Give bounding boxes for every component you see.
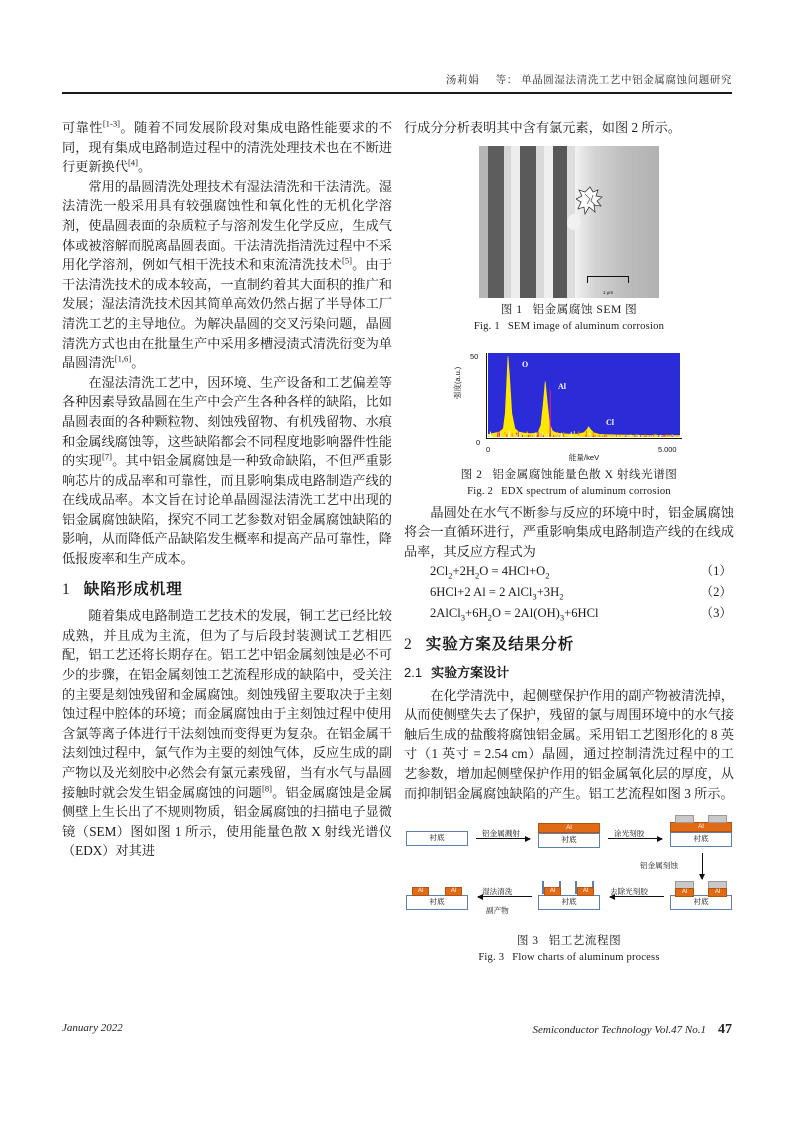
paragraph-defects: 在湿法清洗工艺中，因环境、生产设备和工艺偏差等各种因素导致晶圆在生产中会产生各种各样的缺陷，比如晶圆表面的各种颗粒物、刻蚀残留物、有机残留物、水痕和金属线腐蚀等，这些缺陷都会不同程度地影响器件性能的实现[7]。其中铝金属腐蚀是一种致命缺陷，不但严重影响芯片的成品率和可靠性，而且影响集成电路制造产线的在线成品率。本文旨在讨论单晶圆湿法清洗工艺中出现的铝金属腐蚀缺陷，探究不同工艺参数对铝金属腐蚀缺陷的影响，从而降低产品缺陷发生概率和提高产品可靠性，降低报废率和生产成本。 bbox=[62, 374, 393, 567]
equation-3-body: $2AlCl_3+6H_2O = 2Al(OH)_3+6HCl$ bbox=[430, 606, 599, 623]
flow-arrow-5-label-line2: 副产物 bbox=[486, 906, 509, 916]
flow-step-5 bbox=[538, 881, 600, 910]
figure-1-en-title: SEM image of aluminum corrosion bbox=[507, 320, 665, 332]
flow-step-3 bbox=[670, 815, 732, 847]
peak-label-al: Al bbox=[558, 381, 566, 391]
section-2-1-title: 实验方案设计 bbox=[431, 664, 510, 680]
figure-3-cn-number: 图 3 bbox=[516, 934, 539, 948]
flow-step-4-substrate: 衬底 bbox=[670, 895, 732, 910]
figure-1-caption bbox=[404, 302, 734, 335]
flow-step-2 bbox=[538, 823, 600, 848]
figure-3-en-number: Fig. 3 bbox=[478, 952, 505, 964]
peak-label-o: O bbox=[522, 359, 529, 369]
figure-2 bbox=[404, 345, 734, 500]
figure-1-cn-number: 图 1 bbox=[500, 302, 523, 316]
edx-plot-area bbox=[488, 353, 680, 437]
flow-step-6-substrate: 衬底 bbox=[406, 895, 468, 910]
equation-1-body: $2Cl_2+2H_2O = 4HCl+O_2$ bbox=[430, 564, 550, 581]
flow-arrow-4-label: 去除光刻胶 bbox=[610, 887, 648, 897]
section-1-title: 缺陷形成机理 bbox=[83, 580, 183, 598]
sem-image bbox=[479, 146, 659, 298]
equation-list bbox=[404, 561, 734, 624]
figure-1-cn-title: 铝金属腐蚀 SEM 图 bbox=[532, 302, 638, 316]
flow-arrow-3-label: 铝金属刻蚀 bbox=[640, 861, 678, 871]
flow-step-4-metal-left: Al bbox=[675, 888, 694, 897]
scale-bar-label: 1 μm bbox=[602, 289, 614, 295]
flow-step-1-substrate: 衬底 bbox=[406, 831, 468, 846]
figure-2-caption bbox=[404, 467, 734, 500]
peak-label-cl: Cl bbox=[606, 417, 614, 427]
figure-2-cn-title: 铝金属腐蚀能量色散 X 射线光谱图 bbox=[492, 467, 678, 481]
equation-row bbox=[404, 582, 734, 603]
flow-step-4 bbox=[670, 881, 732, 910]
figure-3 bbox=[404, 809, 734, 966]
y-axis-min-tick: 0 bbox=[476, 437, 481, 447]
x-axis-min-tick: 0 bbox=[486, 444, 491, 454]
running-head-title: 单晶圆湿法清洗工艺中铝金属腐蚀问题研究 bbox=[521, 75, 732, 86]
flow-step-5-metal-left: Al bbox=[544, 887, 561, 896]
left-column bbox=[62, 118, 392, 861]
y-axis-label: 强度(a.u.) bbox=[453, 366, 463, 399]
equation-2-tag: （2） bbox=[700, 585, 732, 600]
flow-arrow-2-label: 涂光刻胶 bbox=[614, 829, 645, 839]
section-1-number: 1 bbox=[62, 580, 71, 598]
running-head-etal: 等： bbox=[495, 75, 518, 86]
section-heading-2 bbox=[404, 635, 734, 655]
equation-2-body: 6HCl+2 Al = 2 $AlCl_3+3H_2$ bbox=[430, 585, 564, 602]
flow-arrow-3 bbox=[702, 853, 703, 879]
footer-journal: Semiconductor Technology Vol.47 No.1 bbox=[532, 1024, 706, 1036]
figure-2-cn-number: 图 2 bbox=[460, 467, 483, 481]
flow-step-1 bbox=[406, 831, 468, 846]
equation-row bbox=[404, 561, 734, 582]
flow-step-2-substrate: 衬底 bbox=[538, 833, 600, 848]
corrosion-deposit bbox=[576, 186, 604, 216]
flow-step-6 bbox=[406, 881, 468, 910]
section-2-number: 2 bbox=[404, 636, 413, 654]
equation-3-tag: （3） bbox=[700, 606, 732, 621]
x-axis-label: 能量/keV bbox=[568, 452, 600, 462]
paragraph-experiment-design: 在化学清洗中，起侧壁保护作用的副产物被清洗掉，从而使侧壁失去了保护，残留的氯与周围环境中的水气接触后生成的盐酸将腐蚀铝金属。采用铝工艺图形化的 8 英寸（1 英寸 = 2.54 cm）晶圆，通过控制清洗过程中的工艺参数，增加起侧壁保护作用的铝金属氧化层的厚度，从而抑制铝金属腐蚀缺陷的产生。铝工艺流程如图 3 所示。 bbox=[404, 687, 734, 801]
figure-2-en-title: EDX spectrum of aluminum corrosion bbox=[501, 485, 671, 497]
x-axis-max-tick: 5.000 bbox=[658, 444, 677, 454]
figure-3-cn-title: 铝工艺流程图 bbox=[548, 934, 622, 948]
figure-3-caption bbox=[404, 933, 734, 966]
figure-3-en-title: Flow charts of aluminum process bbox=[512, 952, 660, 964]
paragraph-mechanism: 随着集成电路制造工艺技术的发展，铜工艺已经比较成熟，并且成为主流，但为了与后段封装测试工艺相匹配，铝工艺还将长期存在。铝工艺中铝金属刻蚀是必不可少的步骤，在铝金属刻蚀工艺流程形成的缺陷中，受关注的主要是刻蚀残留和金属腐蚀。刻蚀残留主要取决于主刻蚀过程中腔体的环境；而金属腐蚀由于主刻蚀过程中使用含氯等离子体进行干法刻蚀而变得更为复杂。在铝金属干法刻蚀过程中，氯气作为主要的刻蚀气体，反应生成的副产物以及光刻胶中必然会有氯元素残留，当有水气与晶圆接触时就会发生铝金属腐蚀的问题[8]。铝金属腐蚀是金属侧壁上生长出了不规则物质，铝金属腐蚀的扫描电子显微镜（SEM）图如图 1 所示，使用能量色散 X 射线光谱仪（EDX）对其进 bbox=[62, 608, 393, 859]
paragraph-continued: 可靠性[1-3]。随着不同发展阶段对集成电路性能要求的不同，现有集成电路制造过程中的清洗处理技术也在不断进行更新换代[4]。 bbox=[62, 118, 393, 175]
flow-arrow-1-label: 铝金属溅射 bbox=[482, 829, 520, 839]
footer-date: January 2022 bbox=[62, 1022, 123, 1034]
flow-step-6-metal-right: Al bbox=[445, 887, 462, 896]
process-flow-diagram bbox=[404, 809, 734, 927]
edx-chart bbox=[444, 345, 694, 463]
header-rule bbox=[62, 92, 732, 94]
equation-1-tag: （1） bbox=[700, 564, 732, 579]
scale-bar bbox=[587, 276, 629, 295]
flow-step-5-substrate: 衬底 bbox=[538, 895, 600, 910]
flow-step-6-metal-left: Al bbox=[412, 887, 429, 896]
y-axis-max-tick: 50 bbox=[470, 351, 479, 361]
section-heading-1 bbox=[62, 580, 392, 600]
figure-1-en-number: Fig. 1 bbox=[473, 320, 500, 332]
section-2-title: 实验方案及结果分析 bbox=[425, 636, 575, 654]
flow-step-3-substrate: 衬底 bbox=[670, 832, 732, 847]
page-number: 47 bbox=[718, 1022, 732, 1037]
flow-step-2-metal: Al bbox=[538, 823, 600, 833]
right-column bbox=[404, 118, 734, 966]
edx-trace bbox=[488, 353, 680, 437]
flow-step-4-metal-right: Al bbox=[708, 888, 727, 897]
section-2-1-number: 2.1 bbox=[404, 664, 423, 680]
flow-step-5-metal-right: Al bbox=[577, 887, 594, 896]
figure-1 bbox=[404, 146, 734, 335]
running-head bbox=[62, 72, 732, 87]
corrosion-bump bbox=[567, 214, 580, 230]
x-axis-line bbox=[486, 438, 682, 439]
paragraph-reaction: 晶圆处在水气不断参与反应的环境中时，铝金属腐蚀将会一直循环进行，严重影响集成电路制造产线的在线成品率，其反应方程式为 bbox=[404, 504, 734, 559]
running-head-authors: 汤莉娟 bbox=[445, 75, 480, 86]
paragraph-edx-intro: 行成分分析表明其中含有氯元素，如图 2 所示。 bbox=[404, 120, 681, 135]
paragraph-cleaning-tech: 常用的晶圆清洗处理技术有湿法清洗和干法清洗。湿法清洗一般采用具有较强腐蚀性和氧化性的无机化学溶剂，使晶圆表面的杂质粒子与溶剂发生化学反应，生成气体或被溶解而脱离晶圆表面。干法清洗指清洗过程中不采用化学溶剂，例如气相干洗技术和束流清洗技术[5]。由于干法清洗技术的成本较高，一直制约着其大面积的推广和发展；湿法清洗技术因其简单高效仍然占据了半导体工厂清洗工艺的主导地位。为解决晶圆的交叉污染问题，晶圆清洗方式也由在批量生产中采用多槽浸渍式清洗衍变为单晶圆清洗[1,6]。 bbox=[62, 178, 393, 371]
flow-arrow-5-label-line1: 湿法清洗 bbox=[482, 887, 513, 897]
flow-step-3-metal: Al bbox=[670, 822, 732, 832]
equation-row bbox=[404, 603, 734, 624]
section-heading-2-1 bbox=[404, 663, 734, 683]
flow-step-3-resist bbox=[670, 815, 732, 822]
figure-2-en-number: Fig. 2 bbox=[467, 485, 494, 497]
